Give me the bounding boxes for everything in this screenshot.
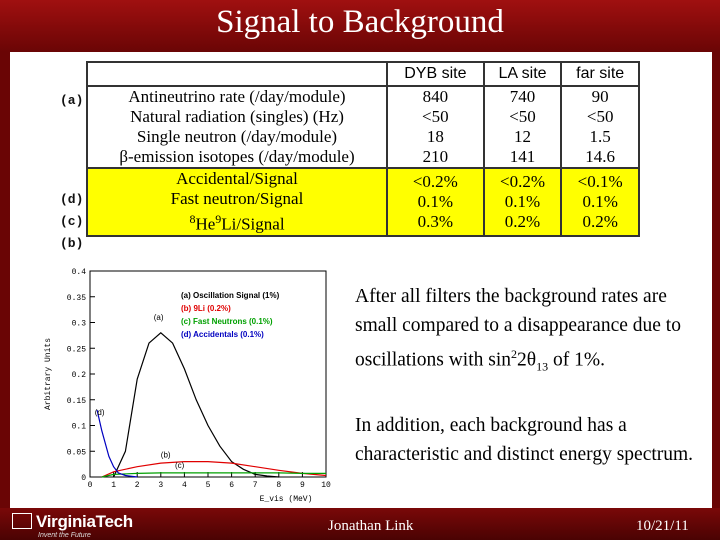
y-tick-label: 0 — [81, 474, 86, 483]
cell-value: <50 — [586, 107, 614, 126]
cell-value: 0.2% — [582, 211, 618, 231]
curve-label: (c) — [174, 461, 185, 471]
paragraph-1 — [355, 282, 700, 381]
y-tick-label: 0.3 — [71, 319, 86, 329]
cell-value: 141 — [509, 147, 536, 166]
x-tick-label: 2 — [134, 481, 140, 490]
x-tick-label: 10 — [321, 481, 331, 490]
cell-value: 0.1% — [582, 191, 618, 211]
table-header-dyb: DYB site — [387, 62, 484, 86]
y-tick-label: 0.05 — [66, 448, 86, 458]
x-tick-label: 3 — [158, 481, 164, 490]
row-label-text: β-emission isotopes (/day/module) — [119, 147, 355, 166]
paragraph-1-text: After all filters the background rates are small compared to a disappearance due to oscillations with sin — [355, 286, 681, 371]
cell-value: <0.1% — [577, 171, 623, 191]
cell-value: 0.3% — [417, 211, 454, 231]
cell-value: 1.5 — [589, 127, 611, 146]
cell-value: 0.2% — [504, 211, 541, 231]
cell-value: <0.2% — [500, 171, 546, 191]
y-tick-label: 0.15 — [66, 396, 86, 406]
row-marker-a: (a) — [60, 93, 84, 108]
x-tick-label: 5 — [205, 481, 211, 490]
la-values — [484, 168, 562, 236]
far-values — [561, 168, 639, 236]
row-label — [87, 86, 387, 168]
table-row-highlight — [87, 168, 639, 236]
cell-value: <50 — [422, 107, 449, 126]
x-tick-label: 0 — [87, 481, 93, 490]
paragraph-2: In addition, each background has a characteristic and distinct energy spectrum. — [355, 415, 694, 465]
university-logo — [12, 512, 133, 539]
paragraph-1-end: of 1%. — [548, 349, 605, 371]
table-header-row — [87, 62, 639, 86]
row-label-text: Accidental/Signal — [176, 169, 298, 188]
cell-value: 740 — [509, 87, 536, 106]
table-header-blank — [87, 62, 387, 86]
table-row — [87, 86, 639, 168]
cell-value: 0.1% — [417, 191, 454, 211]
row-label-text: $^8$He$^9$Li/Signal — [189, 212, 285, 234]
spectrum-plot — [40, 263, 336, 508]
dyb-values — [387, 168, 484, 236]
curve-label: (d) — [94, 408, 105, 418]
title-bar — [0, 0, 720, 52]
paragraph-1-theta: 2θ — [517, 349, 537, 371]
y-tick-label: 0.1 — [71, 422, 86, 432]
legend-entry: (b) 9Li (0.2%) — [181, 304, 231, 313]
series-line — [94, 408, 137, 477]
table-header-far: far site — [561, 62, 639, 86]
series-line — [102, 462, 326, 477]
x-tick-label: 4 — [181, 481, 187, 490]
x-tick-label: 6 — [229, 481, 235, 490]
presentation-date: 10/21/11 — [636, 518, 689, 534]
cell-value: 14.6 — [585, 147, 616, 166]
plot-frame — [90, 271, 326, 477]
la-values — [484, 86, 562, 168]
legend-entry: (c) Fast Neutrons (0.1%) — [181, 317, 273, 326]
row-label-text: Antineutrino rate (/day/module) — [128, 87, 346, 106]
y-axis-label: Arbitrary Units — [44, 337, 53, 411]
x-axis-label: E_vis (MeV) — [259, 495, 313, 504]
paragraph-1-sub: 13 — [536, 359, 549, 374]
logo-text: VirginiaTech — [36, 512, 133, 531]
cell-value: 90 — [591, 87, 609, 106]
cell-value: <50 — [509, 107, 536, 126]
background-table — [86, 61, 640, 237]
cell-value: <0.2% — [412, 171, 458, 191]
paragraph-1-sup: 2 — [511, 347, 517, 361]
row-marker-d: (d) — [60, 192, 84, 207]
x-tick-label: 7 — [252, 481, 258, 490]
row-label-text: Single neutron (/day/module) — [136, 127, 338, 146]
row-label-text: Natural radiation (singles) (Hz) — [130, 107, 344, 126]
row-label-text: Fast neutron/Signal — [170, 189, 304, 208]
cell-value: 210 — [422, 147, 449, 166]
legend-entry: (a) Oscillation Signal (1%) — [181, 291, 280, 300]
cell-value: 0.1% — [504, 191, 541, 211]
left-border — [0, 52, 10, 508]
far-values — [561, 86, 639, 168]
x-tick-label: 9 — [299, 481, 305, 490]
y-tick-label: 0.25 — [66, 345, 86, 355]
table-header-la: LA site — [484, 62, 562, 86]
presenter-name: Jonathan Link — [328, 518, 414, 534]
right-border — [712, 52, 720, 508]
dyb-values — [387, 86, 484, 168]
cell-value: 18 — [426, 127, 444, 146]
x-tick-label: 1 — [111, 481, 117, 490]
cell-value: 12 — [514, 127, 532, 146]
footer — [0, 508, 720, 540]
row-marker-b: (b) — [60, 236, 84, 251]
slide-title: Signal to Background — [216, 4, 504, 40]
cell-value: 840 — [422, 87, 449, 106]
row-marker-c: (c) — [60, 214, 84, 229]
curve-label: (b) — [160, 450, 171, 460]
row-label — [87, 168, 387, 236]
y-tick-label: 0.35 — [66, 293, 86, 303]
curve-label: (a) — [153, 312, 164, 322]
y-tick-label: 0.2 — [71, 371, 86, 380]
y-tick-label: 0.4 — [71, 268, 86, 277]
x-tick-label: 8 — [276, 481, 282, 490]
vt-logo-icon — [12, 513, 32, 529]
series-line — [114, 333, 279, 477]
logo-tagline: Invent the Future — [38, 532, 91, 539]
legend-entry: (d) Accidentals (0.1%) — [181, 330, 264, 339]
